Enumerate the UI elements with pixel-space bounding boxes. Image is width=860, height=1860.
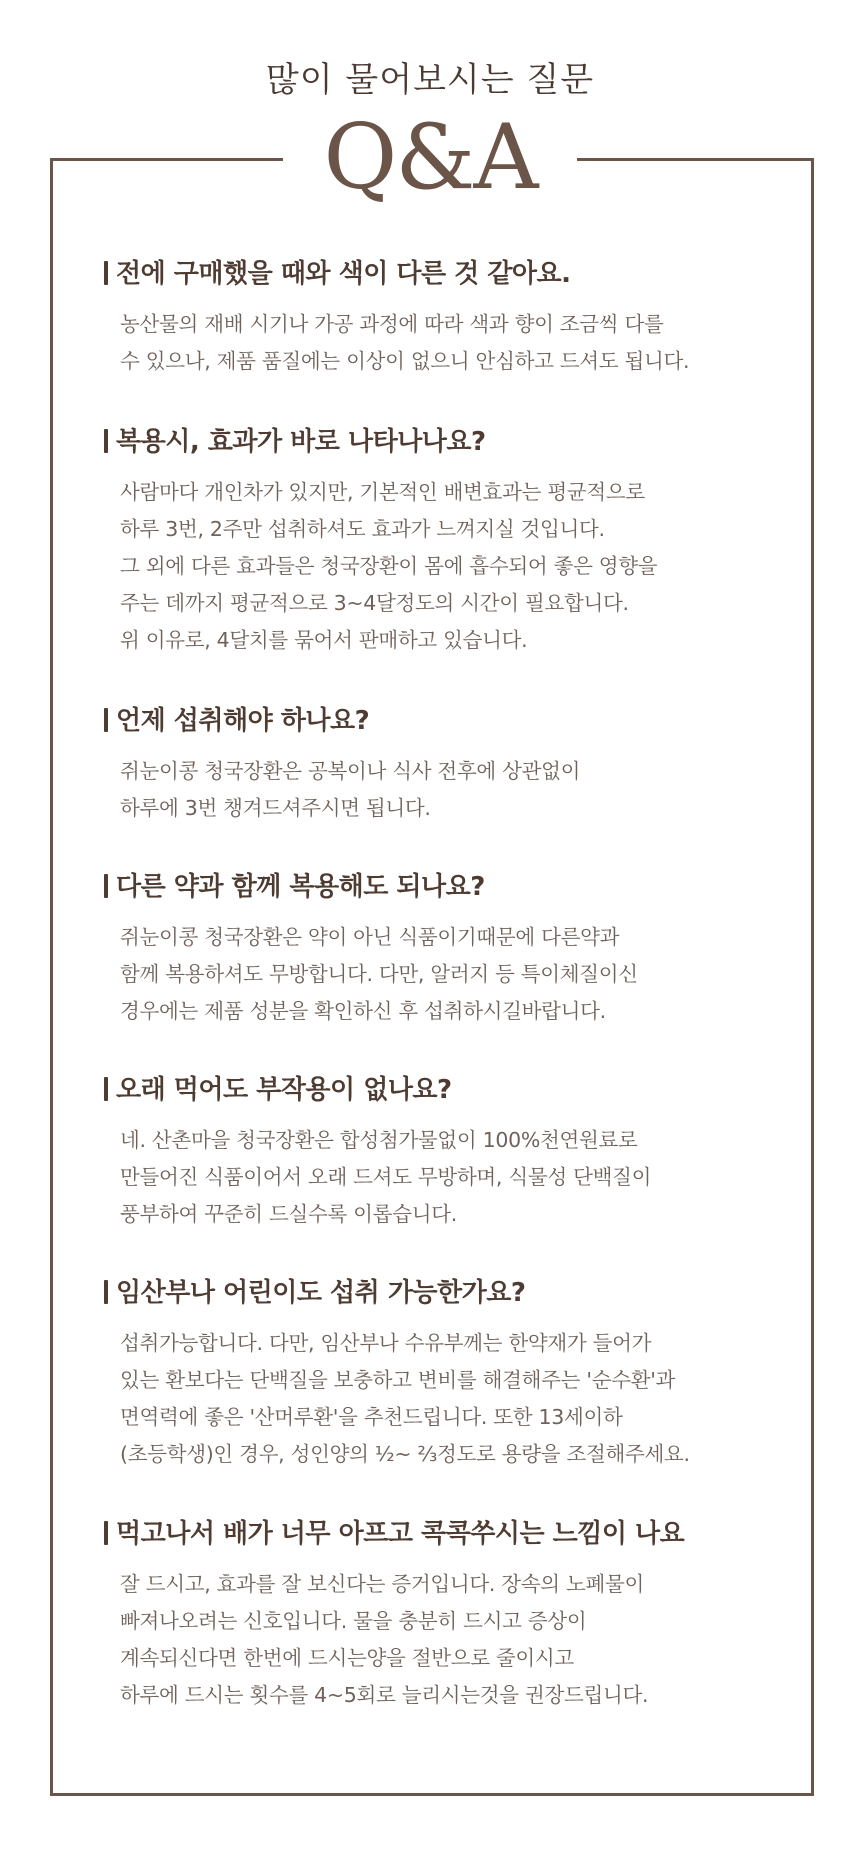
answer-line: 경우에는 제품 성분을 확인하신 후 섭취하시길바랍니다. [120,999,606,1023]
answer-line: 함께 복용하셔도 무방합니다. 다만, 알러지 등 특이체질이신 [120,962,638,986]
answer-line: 사람마다 개인차가 있지만, 기본적인 배변효과는 평균적으로 [120,480,645,504]
faq-answer [120,753,804,827]
faq-item [104,1072,804,1233]
bullet-bar-icon [104,261,108,285]
bullet-bar-icon [104,708,108,732]
faq-question: 오래 먹어도 부작용이 없나요? [104,1072,804,1108]
bullet-bar-icon [104,429,108,453]
bullet-bar-icon [104,874,108,898]
faq-question: 임산부나 어린이도 섭취 가능한가요? [104,1275,804,1311]
faq-item [104,869,804,1030]
bullet-bar-icon [104,1521,108,1545]
bullet-bar-icon [104,1280,108,1304]
answer-line: 네. 산촌마을 청국장환은 합성첨가물없이 100%천연원료로 [120,1128,638,1152]
faq-question: 먹고나서 배가 너무 아프고 콕콕쑤시는 느낌이 나요 [104,1516,804,1552]
answer-line: 풍부하여 꾸준히 드실수록 이롭습니다. [120,1202,457,1226]
faq-answer [120,306,804,380]
answer-line: 하루 3번, 2주만 섭취하셔도 효과가 느껴지실 것입니다. [120,517,605,541]
faq-answer [120,919,804,1030]
answer-line: 섭취가능합니다. 다만, 임산부나 수유부께는 한약재가 들어가 [120,1331,652,1355]
faq-item [104,256,804,380]
faq-question: 복용시, 효과가 바로 나타나나요? [104,424,804,460]
faq-answer [120,1122,804,1233]
faq-answer [120,1325,804,1473]
faq-question: 전에 구매했을 때와 색이 다른 것 같아요. [104,256,804,292]
faq-item [104,424,804,659]
answer-line: 면역력에 좋은 '산머루환'을 추천드립니다. 또한 13세이하 [120,1405,623,1429]
faq-item [104,1275,804,1473]
answer-line: 잘 드시고, 효과를 잘 보신다는 증거입니다. 장속의 노폐물이 [120,1572,645,1596]
qa-logo: Q&A [323,105,537,210]
answer-line: 농산물의 재배 시기나 가공 과정에 따라 색과 향이 조금씩 다를 [120,312,664,336]
answer-line: 만들어진 식품이어서 오래 드셔도 무방하며, 식물성 단백질이 [120,1165,652,1189]
bullet-bar-icon [104,1077,108,1101]
faq-answer [120,474,804,659]
faq-item [104,703,804,827]
faq-question: 다른 약과 함께 복용해도 되나요? [104,869,804,905]
faq-answer [120,1566,804,1714]
answer-line: 계속되신다면 한번에 드시는양을 절반으로 줄이시고 [120,1646,574,1670]
answer-line: 쥐눈이콩 청국장환은 공복이나 식사 전후에 상관없이 [120,759,581,783]
answer-line: (초등학생)인 경우, 성인양의 ½~ ⅔정도로 용량을 조절해주세요. [120,1442,690,1466]
answer-line: 주는 데까지 평균적으로 3~4달정도의 시간이 필요합니다. [120,591,629,615]
answer-line: 하루에 드시는 횟수를 4~5회로 늘리시는것을 권장드립니다. [120,1683,649,1707]
answer-line: 수 있으나, 제품 품질에는 이상이 없으니 안심하고 드셔도 됩니다. [120,349,690,373]
answer-line: 빠져나오려는 신호입니다. 물을 충분히 드시고 증상이 [120,1609,587,1633]
answer-line: 그 외에 다른 효과들은 청국장환이 몸에 흡수되어 좋은 영향을 [120,554,658,578]
faq-item [104,1516,804,1714]
answer-line: 위 이유로, 4달치를 묶어서 판매하고 있습니다. [120,628,528,652]
page-subtitle: 많이 물어보시는 질문 [265,60,595,100]
faq-question: 언제 섭취해야 하나요? [104,703,804,739]
answer-line: 쥐눈이콩 청국장환은 약이 아닌 식품이기때문에 다른약과 [120,925,620,949]
answer-line: 하루에 3번 챙겨드셔주시면 됩니다. [120,796,431,820]
answer-line: 있는 환보다는 단백질을 보충하고 변비를 해결해주는 '순수환'과 [120,1368,676,1392]
